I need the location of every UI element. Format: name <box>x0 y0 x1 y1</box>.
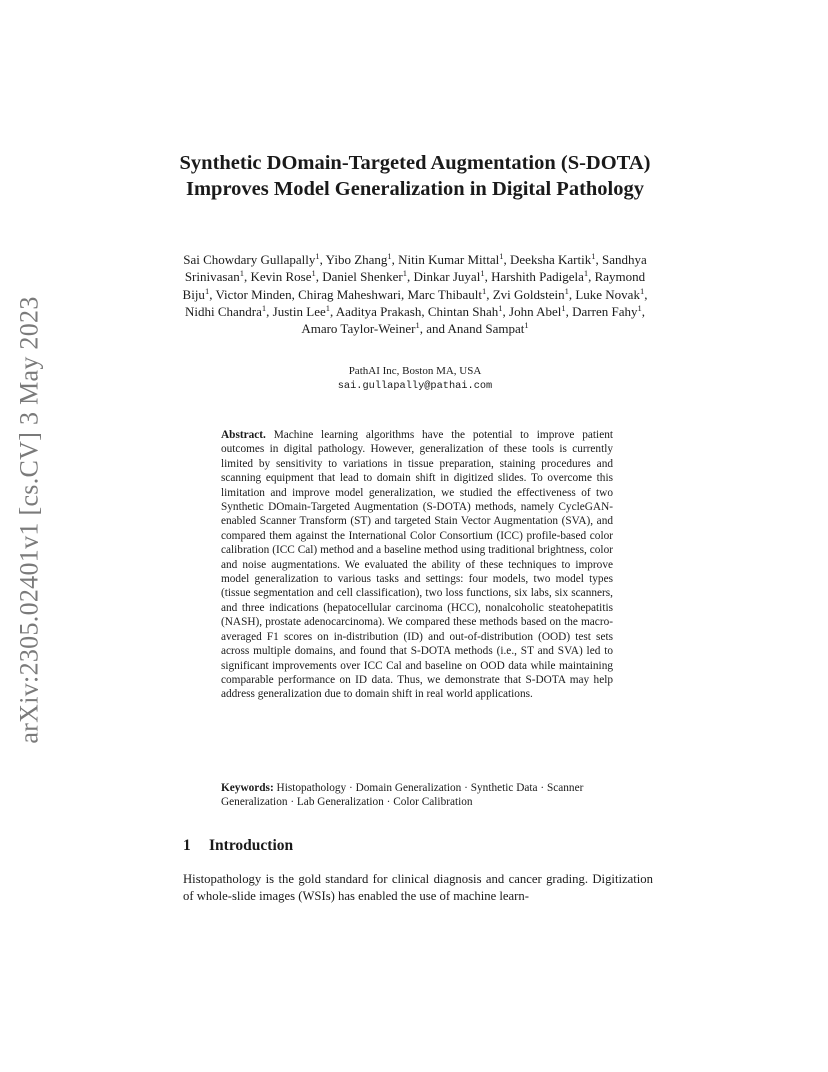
author <box>322 269 407 284</box>
author <box>493 287 569 302</box>
author-affiliation-mark: 1 <box>239 268 244 279</box>
author <box>510 252 595 267</box>
author-name: Luke Novak <box>575 286 640 302</box>
author-affiliation-mark: 1 <box>480 268 485 279</box>
section-heading <box>183 836 653 856</box>
author <box>491 269 588 284</box>
author-name: Nidhi Chandra <box>185 303 262 319</box>
author <box>183 252 319 267</box>
author <box>336 304 422 319</box>
author-name: Raymond Biju <box>182 269 646 302</box>
author-name: Sai Chowdary Gullapally <box>183 252 316 267</box>
author-name: Deeksha Kartik <box>510 252 592 267</box>
author-affiliation-mark: 1 <box>591 251 596 261</box>
author-affiliation-mark: 1 <box>315 251 320 261</box>
author <box>215 287 291 302</box>
author-affiliation-mark: 1 <box>387 251 392 261</box>
section-number: 1 <box>183 837 191 854</box>
author <box>298 287 401 302</box>
author <box>428 304 503 319</box>
author <box>414 269 485 284</box>
author-name: Anand Sampat <box>447 321 525 337</box>
author-name: Chintan Shah <box>427 303 499 319</box>
author <box>273 304 330 319</box>
abstract <box>221 428 613 702</box>
author-name: Sandhya Srinivasan <box>184 252 647 285</box>
author-affiliation-mark: 1 <box>325 302 330 313</box>
author <box>407 287 486 302</box>
author-name: Marc Thibault <box>407 286 482 302</box>
author-name: Dinkar Juyal <box>413 269 481 285</box>
arxiv-identifier-sidebar <box>10 285 50 755</box>
author-name: Zvi Goldstein <box>492 286 565 302</box>
author-affiliation-mark: 1 <box>261 302 267 313</box>
author-name: John Abel <box>509 303 562 319</box>
author-list: Sai Chowdary Gullapally$^1$, Yibo Zhang$^1$, Nitin Kumar Mittal$^1$, Deeksha Kartik$^1$, Sandhya Srinivasan$^1$, Kevin Rose$^1$, Daniel Shenker$^1$, Dinkar Juyal$^1$, Harshith Padigela$^1$, Raymond Biju$^1$, Victor Minden, Chirag Maheshwari, Marc Thibault$^1$, Zvi Goldstein$^1$, Luke Novak$^1$, Nidhi Chandra$^1$, Justin Lee$^1$, Aaditya Prakash, Chintan Shah$^1$, John Abel$^1$, Darren Fahy$^1$, Amaro Taylor-Weiner$^1$, and Anand Sampat$^1$ <box>182 251 648 337</box>
affiliation: PathAI Inc, Boston MA, USA <box>348 365 482 377</box>
author-affiliation-mark: 1 <box>524 320 529 331</box>
paper-title: Synthetic DOmain-Targeted Augmentation (S-DOTA) Improves Model Generalization in Digital Pathology <box>179 152 651 200</box>
author <box>398 252 503 267</box>
author <box>185 304 266 319</box>
author <box>575 287 644 302</box>
author-affiliation-mark: 1 <box>499 251 504 261</box>
author-affiliation-mark: 1 <box>561 302 566 313</box>
author-affiliation-mark: 1 <box>204 285 210 296</box>
author-affiliation-mark: 1 <box>639 285 645 296</box>
keywords-label: Keywords: <box>221 782 274 794</box>
keywords <box>221 781 613 810</box>
author-name: Darren Fahy <box>572 303 638 319</box>
author <box>250 269 315 284</box>
author-name: Kevin Rose <box>250 269 312 285</box>
author-name: Victor Minden <box>215 286 292 302</box>
abstract-label: Abstract. <box>221 429 266 441</box>
author-affiliation-mark: 1 <box>481 285 487 296</box>
author-affiliation-mark: 1 <box>311 268 316 279</box>
author <box>509 304 566 319</box>
abstract-text: Machine learning algorithms have the potential to improve patient outcomes in digital pathology. However, generalization of these tools is currently limited by sensitivity to variations in tissue preparation, staining procedures and scanning equipment that lead to domain shift in digitized slides. To overcome this limitation and improve model generalization, we studied the effectiveness of two Synthetic DOmain-Targeted Augmentation (S-DOTA) methods, namely CycleGAN-enabled Scanner Transform (ST) and targeted Stain Vector Augmentation (SVA), and compared them against the International Color Consortium (ICC) profile-based color calibration (ICC Cal) method and a baseline method using traditional brightness, color and noise augmentations. We evaluated the ability of these techniques to improve model generalization to various tasks and settings: four models, two model types (tissue segmentation and cell classification), two loss functions, six labs, six scanners, and three indications (hepatocellular carcinoma (HCC), nonalcoholic steatohepatitis (NASH), prostate adenocarcinoma). We compared these methods based on the macro-averaged F1 scores on in-distribution (ID) and out-of-distribution (OOD) test sets across multiple domains, and found that S-DOTA methods (i.e., ST and SVA) led to significant improvements over ICC Cal and baseline on OOD data while maintaining comparable performance on ID data. Thus, we demonstrate that S-DOTA may help address generalization due to domain shift in real world applications. <box>221 429 613 701</box>
section-title: Introduction <box>209 837 294 854</box>
author-name: Yibo Zhang <box>325 252 388 267</box>
author-affiliation-mark: 1 <box>402 268 408 279</box>
author-name: Nitin Kumar Mittal <box>398 252 500 267</box>
body-paragraph: Histopathology is the gold standard for clinical diagnosis and cancer grading. Digitization of whole-slide images (WSIs) has enabled the use of machine learn- <box>183 872 653 903</box>
author-affiliation-mark: 1 <box>583 268 589 279</box>
arxiv-identifier: arXiv:2305.02401v1 [cs.CV] 3 May 2023 <box>15 296 44 744</box>
author-affiliation-mark: 1 <box>415 320 420 331</box>
author-name: Harshith Padigela <box>491 269 584 285</box>
author-name: Chirag Maheshwari <box>298 286 401 302</box>
author-affiliation-mark: 1 <box>498 302 503 313</box>
author-name: Justin Lee <box>272 303 326 319</box>
author <box>301 321 419 336</box>
author <box>448 321 529 336</box>
author <box>326 252 392 267</box>
author-name: Daniel Shenker <box>322 269 403 285</box>
author-name: Amaro Taylor-Weiner <box>301 321 416 337</box>
author-affiliation-mark: 1 <box>564 285 569 296</box>
author-affiliation-mark: 1 <box>637 302 642 313</box>
keywords-text: Histopathology · Domain Generalization · Synthetic Data · Scanner Generalization · Lab Generalization · Color Calibration <box>221 782 584 809</box>
author-email: sai.gullapally@pathai.com <box>337 380 493 392</box>
author <box>572 304 642 319</box>
author-name: Aaditya Prakash <box>335 303 422 319</box>
